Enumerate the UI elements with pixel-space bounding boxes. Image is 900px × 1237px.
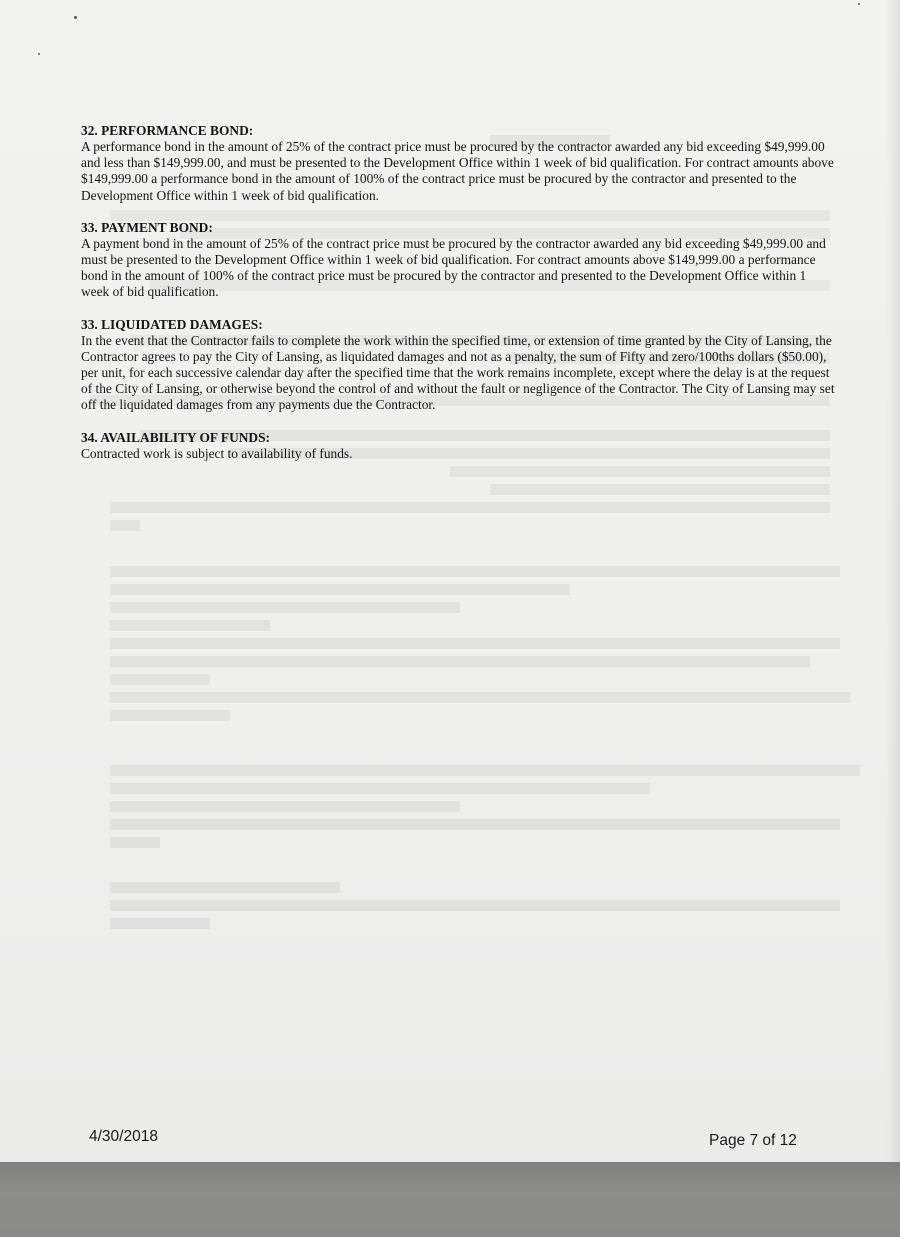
section-payment-bond [81,220,836,301]
document-body [81,123,836,478]
footer-date: 4/30/2018 [89,1128,158,1145]
section-body: In the event that the Contractor fails to complete the work within the specified time, or extension of time granted by the City of Lansing, the Contractor agrees to pay the City of Lansing, as liquidated damages and not as a penalty, the sum of Fifty and zero/100ths dollars ($50.00), per unit, for each successive calendar day after the specified time that the work remains incomplete, except where the delay is at the request of the City of Lansing, or otherwise beyond the control of and without the fault or negligence of the Contractor. The City of Lansing may set off the liquidated damages from any payments due the Contractor. [81,332,835,413]
section-body: A performance bond in the amount of 25% of the contract price must be procured by the contractor awarded any bid exceeding $49,999.00 and less than $149,999.00, and must be presented to the Development Office within 1 week of bid qualification. For contract amounts above $149,999.00 a performance bond in the amount of 100% of the contract price must be procured by the contractor and presented to the Development Office within 1 week of bid qualification. [81,139,834,203]
footer-page-number: Page 7 of 12 [709,1132,797,1149]
scan-speck [38,53,40,55]
section-availability-of-funds [81,430,836,462]
section-heading: 33. PAYMENT BOND: [81,219,213,235]
scan-speck [74,16,77,19]
scan-speck [858,3,860,5]
section-liquidated-damages [81,317,836,414]
section-body: A payment bond in the amount of 25% of the contract price must be procured by the contractor awarded any bid exceeding $49,999.00 and must be presented to the Development Office within 1 week of bid qualification. For contract amounts above $149,999.00 a performance bond in the amount of 100% of the contract price must be procured by the contractor and presented to the Development Office within 1 week of bid qualification. [81,235,826,300]
section-heading: 32. PERFORMANCE BOND: [81,123,254,138]
section-body: Contracted work is subject to availability of funds. [81,445,353,461]
scanner-bed [0,1162,900,1237]
section-performance-bond [81,123,836,204]
section-heading: 34. AVAILABILITY OF FUNDS: [81,429,270,445]
section-heading: 33. LIQUIDATED DAMAGES: [81,316,263,332]
